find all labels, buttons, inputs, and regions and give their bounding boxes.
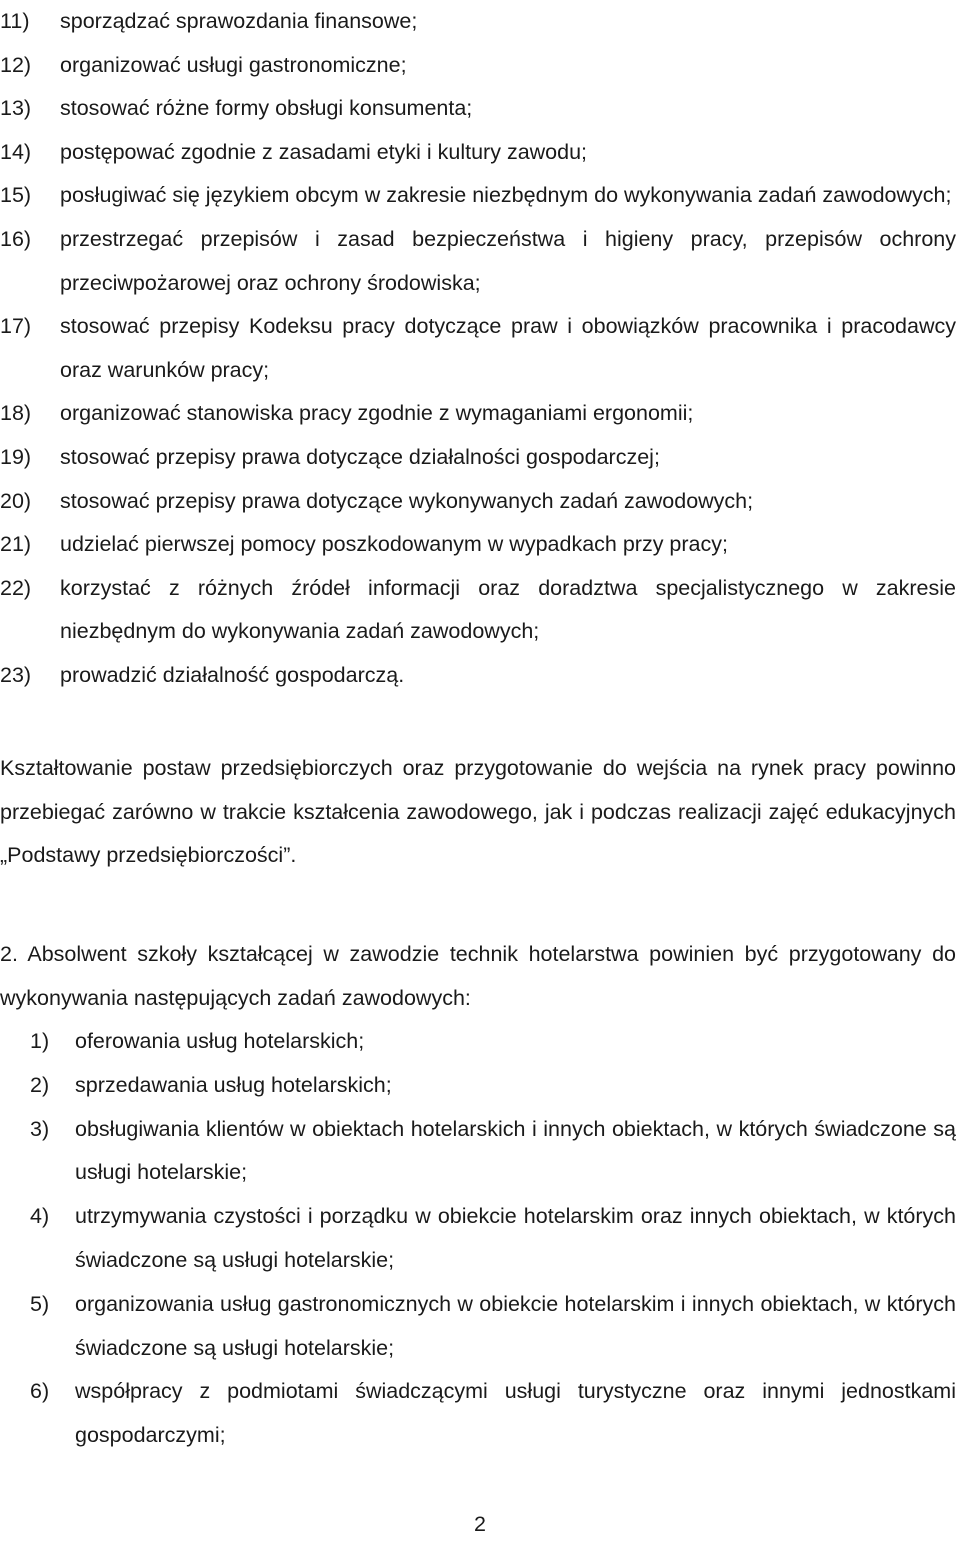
list-item-text: stosować przepisy Kodeksu pracy dotyczące praw i obowiązków pracownika i pracodawcy oraz warunków pracy; xyxy=(60,314,956,382)
list-item xyxy=(0,436,956,480)
list-item-text: korzystać z różnych źródeł informacji oraz doradztwa specjalistycznego w zakresie niezbędnym do wykonywania zadań zawodowych; xyxy=(60,575,956,644)
list-item-text: sprzedawania usług hotelarskich; xyxy=(75,1072,392,1097)
list-item-text: organizować usługi gastronomiczne; xyxy=(60,52,407,77)
list-item-text: posługiwać się językiem obcym w zakresie niezbędnym do wykonywania zadań zawodowych; xyxy=(60,183,952,208)
list-item-text: postępować zgodnie z zasadami etyki i kultury zawodu; xyxy=(60,139,588,164)
list-item-number: 4) xyxy=(30,1204,50,1229)
professional-tasks-list xyxy=(0,1020,956,1458)
skills-list xyxy=(0,0,956,698)
list-item-number: 21) xyxy=(0,532,32,557)
list-item-number: 11) xyxy=(0,9,30,33)
list-item-number: 13) xyxy=(0,96,32,121)
list-item-text: współpracy z podmiotami świadczącymi usługi turystyczne oraz innymi jednostkami gospodarczymi; xyxy=(75,1379,956,1448)
list-item xyxy=(0,523,956,567)
list-item-number: 3) xyxy=(30,1116,50,1141)
list-item xyxy=(0,1020,956,1064)
list-item-text: oferowania usług hotelarskich; xyxy=(75,1029,365,1053)
list-item-text: stosować przepisy prawa dotyczące wykonywanych zadań zawodowych; xyxy=(60,488,754,513)
list-item-text: organizować stanowiska pracy zgodnie z wymaganiami ergonomii; xyxy=(60,401,694,426)
list-item-text: obsługiwania klientów w obiektach hotelarskich i innych obiektach, w których świadczone są usługi hotelarskie; xyxy=(75,1116,956,1185)
list-item xyxy=(0,174,956,218)
list-item-text: organizowania usług gastronomicznych w obiekcie hotelarskim i innych obiektach, w których świadczone są usługi hotelarskie; xyxy=(75,1291,956,1360)
list-item-text: prowadzić działalność gospodarczą. xyxy=(60,662,405,687)
list-item xyxy=(0,87,956,131)
list-item-number: 23) xyxy=(0,662,32,687)
list-item-number: 6) xyxy=(30,1379,50,1404)
graduate-tasks-intro: 2. Absolwent szkoły kształcącej w zawodzie technik hotelarstwa powinien być przygotowany do wykonywania następujących zadań zawodowych: xyxy=(0,942,956,1010)
list-item xyxy=(0,1370,956,1458)
list-item-number: 22) xyxy=(0,575,32,600)
list-item xyxy=(0,0,956,44)
list-item-text: przestrzegać przepisów i zasad bezpieczeństwa i higieny pracy, przepisów ochrony przeciwpożarowej oraz ochrony środowiska; xyxy=(60,226,956,295)
list-item-text: stosować przepisy prawa dotyczące działalności gospodarczej; xyxy=(60,444,660,469)
list-item xyxy=(0,480,956,524)
list-item-number: 12) xyxy=(0,52,32,77)
list-item xyxy=(0,1064,956,1108)
list-item-number: 17) xyxy=(0,314,32,339)
list-item-number: 16) xyxy=(0,226,32,251)
list-item-number: 14) xyxy=(0,139,32,164)
list-item xyxy=(0,392,956,436)
list-item-number: 1) xyxy=(30,1029,50,1053)
list-item-number: 2) xyxy=(30,1072,50,1097)
list-item xyxy=(0,44,956,88)
list-item-number: 18) xyxy=(0,401,32,426)
list-item-number: 19) xyxy=(0,444,32,469)
list-item-number: 15) xyxy=(0,183,32,208)
list-item xyxy=(0,1195,956,1283)
list-item-number: 20) xyxy=(0,488,32,513)
list-item xyxy=(0,1108,956,1196)
list-item xyxy=(0,131,956,175)
list-item-number: 5) xyxy=(30,1291,50,1316)
list-item-text: utrzymywania czystości i porządku w obiekcie hotelarskim oraz innych obiektach, w których świadczone są usługi hotelarskie; xyxy=(75,1204,956,1272)
list-item xyxy=(0,305,956,392)
list-item-text: sporządzać sprawozdania finansowe; xyxy=(60,9,418,33)
entrepreneurship-paragraph: Kształtowanie postaw przedsiębiorczych oraz przygotowanie do wejścia na rynek pracy powinno przebiegać zarówno w trakcie kształcenia zawodowego, jak i podczas realizacji zajęć edukacyjnych „Podstawy przedsiębiorczości”. xyxy=(0,756,956,867)
list-item-text: udzielać pierwszej pomocy poszkodowanym w wypadkach przy pracy; xyxy=(60,532,728,557)
list-item xyxy=(0,654,956,698)
list-item xyxy=(0,1283,956,1371)
list-item xyxy=(0,218,956,305)
list-item-text: stosować różne formy obsługi konsumenta; xyxy=(60,96,473,121)
page-number: 2 xyxy=(474,1512,486,1536)
list-item xyxy=(0,567,956,654)
